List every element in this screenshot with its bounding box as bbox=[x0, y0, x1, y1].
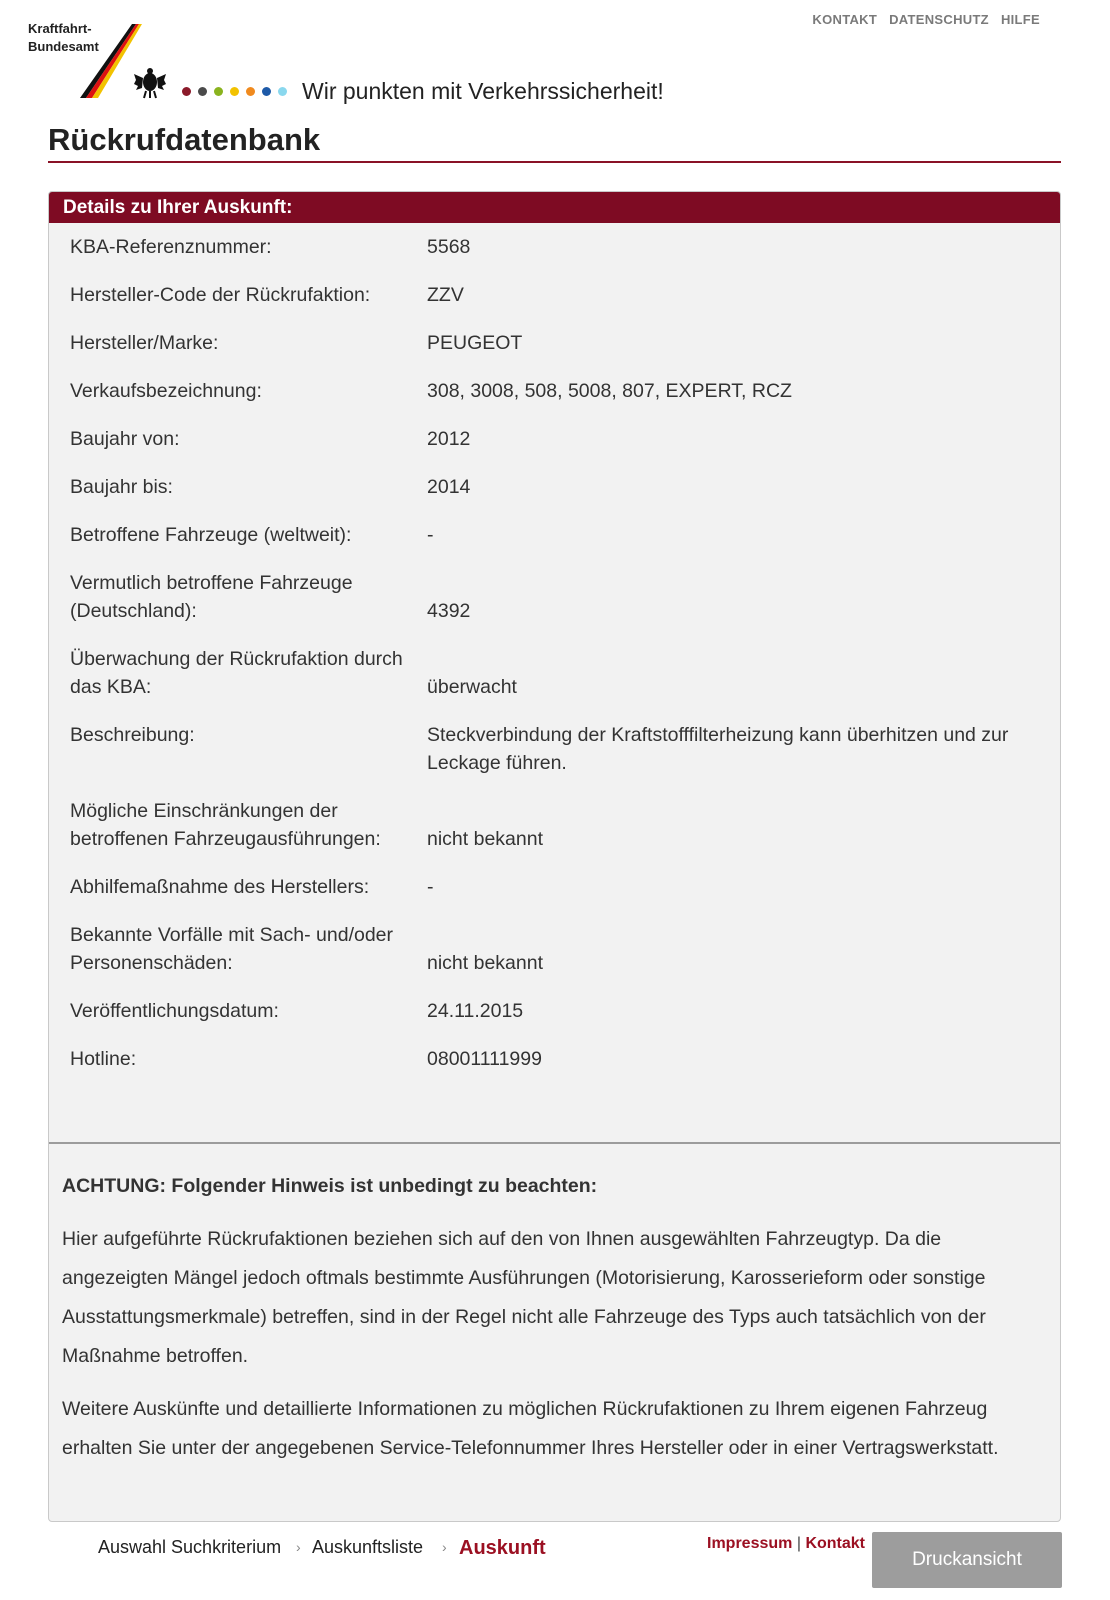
detail-row bbox=[70, 425, 1040, 453]
page-title: Rückrufdatenbank bbox=[48, 122, 321, 157]
notice-paragraph-1: Hier aufgeführte Rückrufaktionen beziehen sich auf den von Ihnen ausgewählten Fahrzeugtyp. Da die angezeigten Mängel jedoch oftmals bestimmte Ausführungen (Motorisierung, Karosserieform oder sonstige Ausstattungsmerkmale) betreffen, sind in der Regel nicht alle Fahrzeuge des Typs auch tatsächlich von der Maßnahme betroffen. bbox=[62, 1228, 986, 1367]
detail-value: - bbox=[427, 524, 434, 546]
breadcrumb-auswahl-suchkriterium[interactable]: Auswahl Suchkriterium bbox=[98, 1537, 282, 1557]
detail-row bbox=[70, 377, 1040, 405]
dot-icon bbox=[198, 87, 207, 96]
detail-value: nicht bekannt bbox=[427, 952, 544, 974]
detail-value: ZZV bbox=[427, 284, 464, 306]
dot-icon bbox=[182, 87, 191, 96]
detail-value: PEUGEOT bbox=[427, 332, 523, 354]
dot-icon bbox=[214, 87, 223, 96]
chevron-right-icon: › bbox=[442, 1539, 447, 1555]
panel-divider bbox=[49, 1142, 1060, 1144]
footer bbox=[0, 1535, 1110, 1595]
detail-label: Bekannte Vorfälle mit Sach- und/oder Personenschäden: bbox=[70, 924, 394, 974]
detail-row bbox=[70, 645, 1040, 701]
title-divider bbox=[48, 161, 1061, 163]
breadcrumb-auskunft-current: Auskunft bbox=[459, 1537, 546, 1559]
footer-kontakt-link[interactable]: Kontakt bbox=[805, 1535, 865, 1552]
detail-label: Verkaufsbezeichnung: bbox=[70, 380, 262, 402]
detail-row bbox=[70, 797, 1040, 853]
tagline-text: Wir punkten mit Verkehrssicherheit! bbox=[302, 78, 664, 104]
detail-value: überwacht bbox=[427, 676, 517, 698]
print-view-button[interactable]: Druckansicht bbox=[872, 1532, 1062, 1588]
footer-links bbox=[707, 1535, 865, 1553]
chevron-right-icon: › bbox=[296, 1539, 301, 1555]
detail-row bbox=[70, 233, 1040, 261]
detail-row bbox=[70, 921, 1040, 977]
panel-header: Details zu Ihrer Auskunft: bbox=[49, 192, 1060, 223]
detail-label: Baujahr von: bbox=[70, 428, 180, 450]
notice-paragraph-2: Weitere Auskünfte und detaillierte Informationen zu möglichen Rückrufaktionen zu Ihrem eigenen Fahrzeug erhalten Sie unter der angegebenen Service-Telefonnummer Ihres Hersteller oder in einer Vertragswerkstatt. bbox=[62, 1398, 999, 1459]
detail-label: Betroffene Fahrzeuge (weltweit): bbox=[70, 524, 352, 546]
detail-value: 2014 bbox=[427, 476, 471, 498]
detail-label: Hersteller/Marke: bbox=[70, 332, 219, 354]
dot-icon bbox=[278, 87, 287, 96]
detail-value: 08001111999 bbox=[427, 1048, 542, 1070]
footer-link-separator: | bbox=[796, 1535, 801, 1552]
topnav-hilfe-link[interactable]: HILFE bbox=[1000, 12, 1040, 27]
logo-line-2: Bundesamt bbox=[28, 39, 99, 54]
detail-label: Mögliche Einschränkungen der betroffenen Fahrzeugausführungen: bbox=[70, 800, 381, 850]
dot-icon bbox=[246, 87, 255, 96]
logo-line-1: Kraftfahrt- bbox=[28, 21, 92, 36]
detail-value: nicht bekannt bbox=[427, 828, 544, 850]
topnav-kontakt-link[interactable]: KONTAKT bbox=[812, 12, 878, 27]
dot-icon bbox=[230, 87, 239, 96]
detail-row bbox=[70, 473, 1040, 501]
detail-label: Hotline: bbox=[70, 1048, 137, 1070]
detail-row bbox=[70, 281, 1040, 309]
topnav-datenschutz-link[interactable]: DATENSCHUTZ bbox=[889, 12, 989, 27]
impressum-link[interactable]: Impressum bbox=[707, 1535, 793, 1552]
eagle-icon bbox=[134, 68, 166, 98]
details-panel bbox=[48, 191, 1061, 1522]
detail-row bbox=[70, 997, 1040, 1025]
tagline bbox=[182, 78, 664, 105]
logo-text bbox=[28, 20, 99, 56]
notice-title: ACHTUNG: Folgender Hinweis ist unbedingt zu beachten: bbox=[62, 1175, 598, 1197]
detail-row bbox=[70, 873, 1040, 901]
detail-label: Baujahr bis: bbox=[70, 476, 173, 498]
detail-value: 5568 bbox=[427, 236, 471, 258]
breadcrumb-auskunftsliste[interactable]: Auskunftsliste bbox=[312, 1537, 424, 1557]
detail-label: Hersteller-Code der Rückrufaktion: bbox=[70, 284, 371, 306]
detail-value: Steckverbindung der Kraftstofffilterheizung kann überhitzen und zur Leckage führen. bbox=[427, 724, 1009, 774]
detail-label: Überwachung der Rückrufaktion durch das KBA: bbox=[70, 648, 403, 698]
detail-label: Abhilfemaßnahme des Herstellers: bbox=[70, 876, 370, 898]
detail-row bbox=[70, 569, 1040, 625]
notice-section bbox=[62, 1167, 1040, 1482]
top-navigation bbox=[812, 12, 1040, 27]
detail-row bbox=[70, 329, 1040, 357]
detail-row bbox=[70, 1045, 1040, 1073]
detail-value: 4392 bbox=[427, 600, 471, 622]
detail-row bbox=[70, 721, 1040, 777]
details-list bbox=[49, 223, 1060, 1073]
detail-label: KBA-Referenznummer: bbox=[70, 236, 272, 258]
detail-row bbox=[70, 521, 1040, 549]
detail-value: - bbox=[427, 876, 434, 898]
detail-label: Beschreibung: bbox=[70, 724, 195, 746]
detail-value: 308, 3008, 508, 5008, 807, EXPERT, RCZ bbox=[427, 380, 792, 402]
detail-value: 2012 bbox=[427, 428, 471, 450]
kba-logo[interactable] bbox=[28, 20, 158, 110]
detail-value: 24.11.2015 bbox=[427, 1000, 524, 1022]
detail-label: Vermutlich betroffene Fahrzeuge (Deutschland): bbox=[70, 572, 353, 622]
dot-icon bbox=[262, 87, 271, 96]
detail-label: Veröffentlichungsdatum: bbox=[70, 1000, 279, 1022]
